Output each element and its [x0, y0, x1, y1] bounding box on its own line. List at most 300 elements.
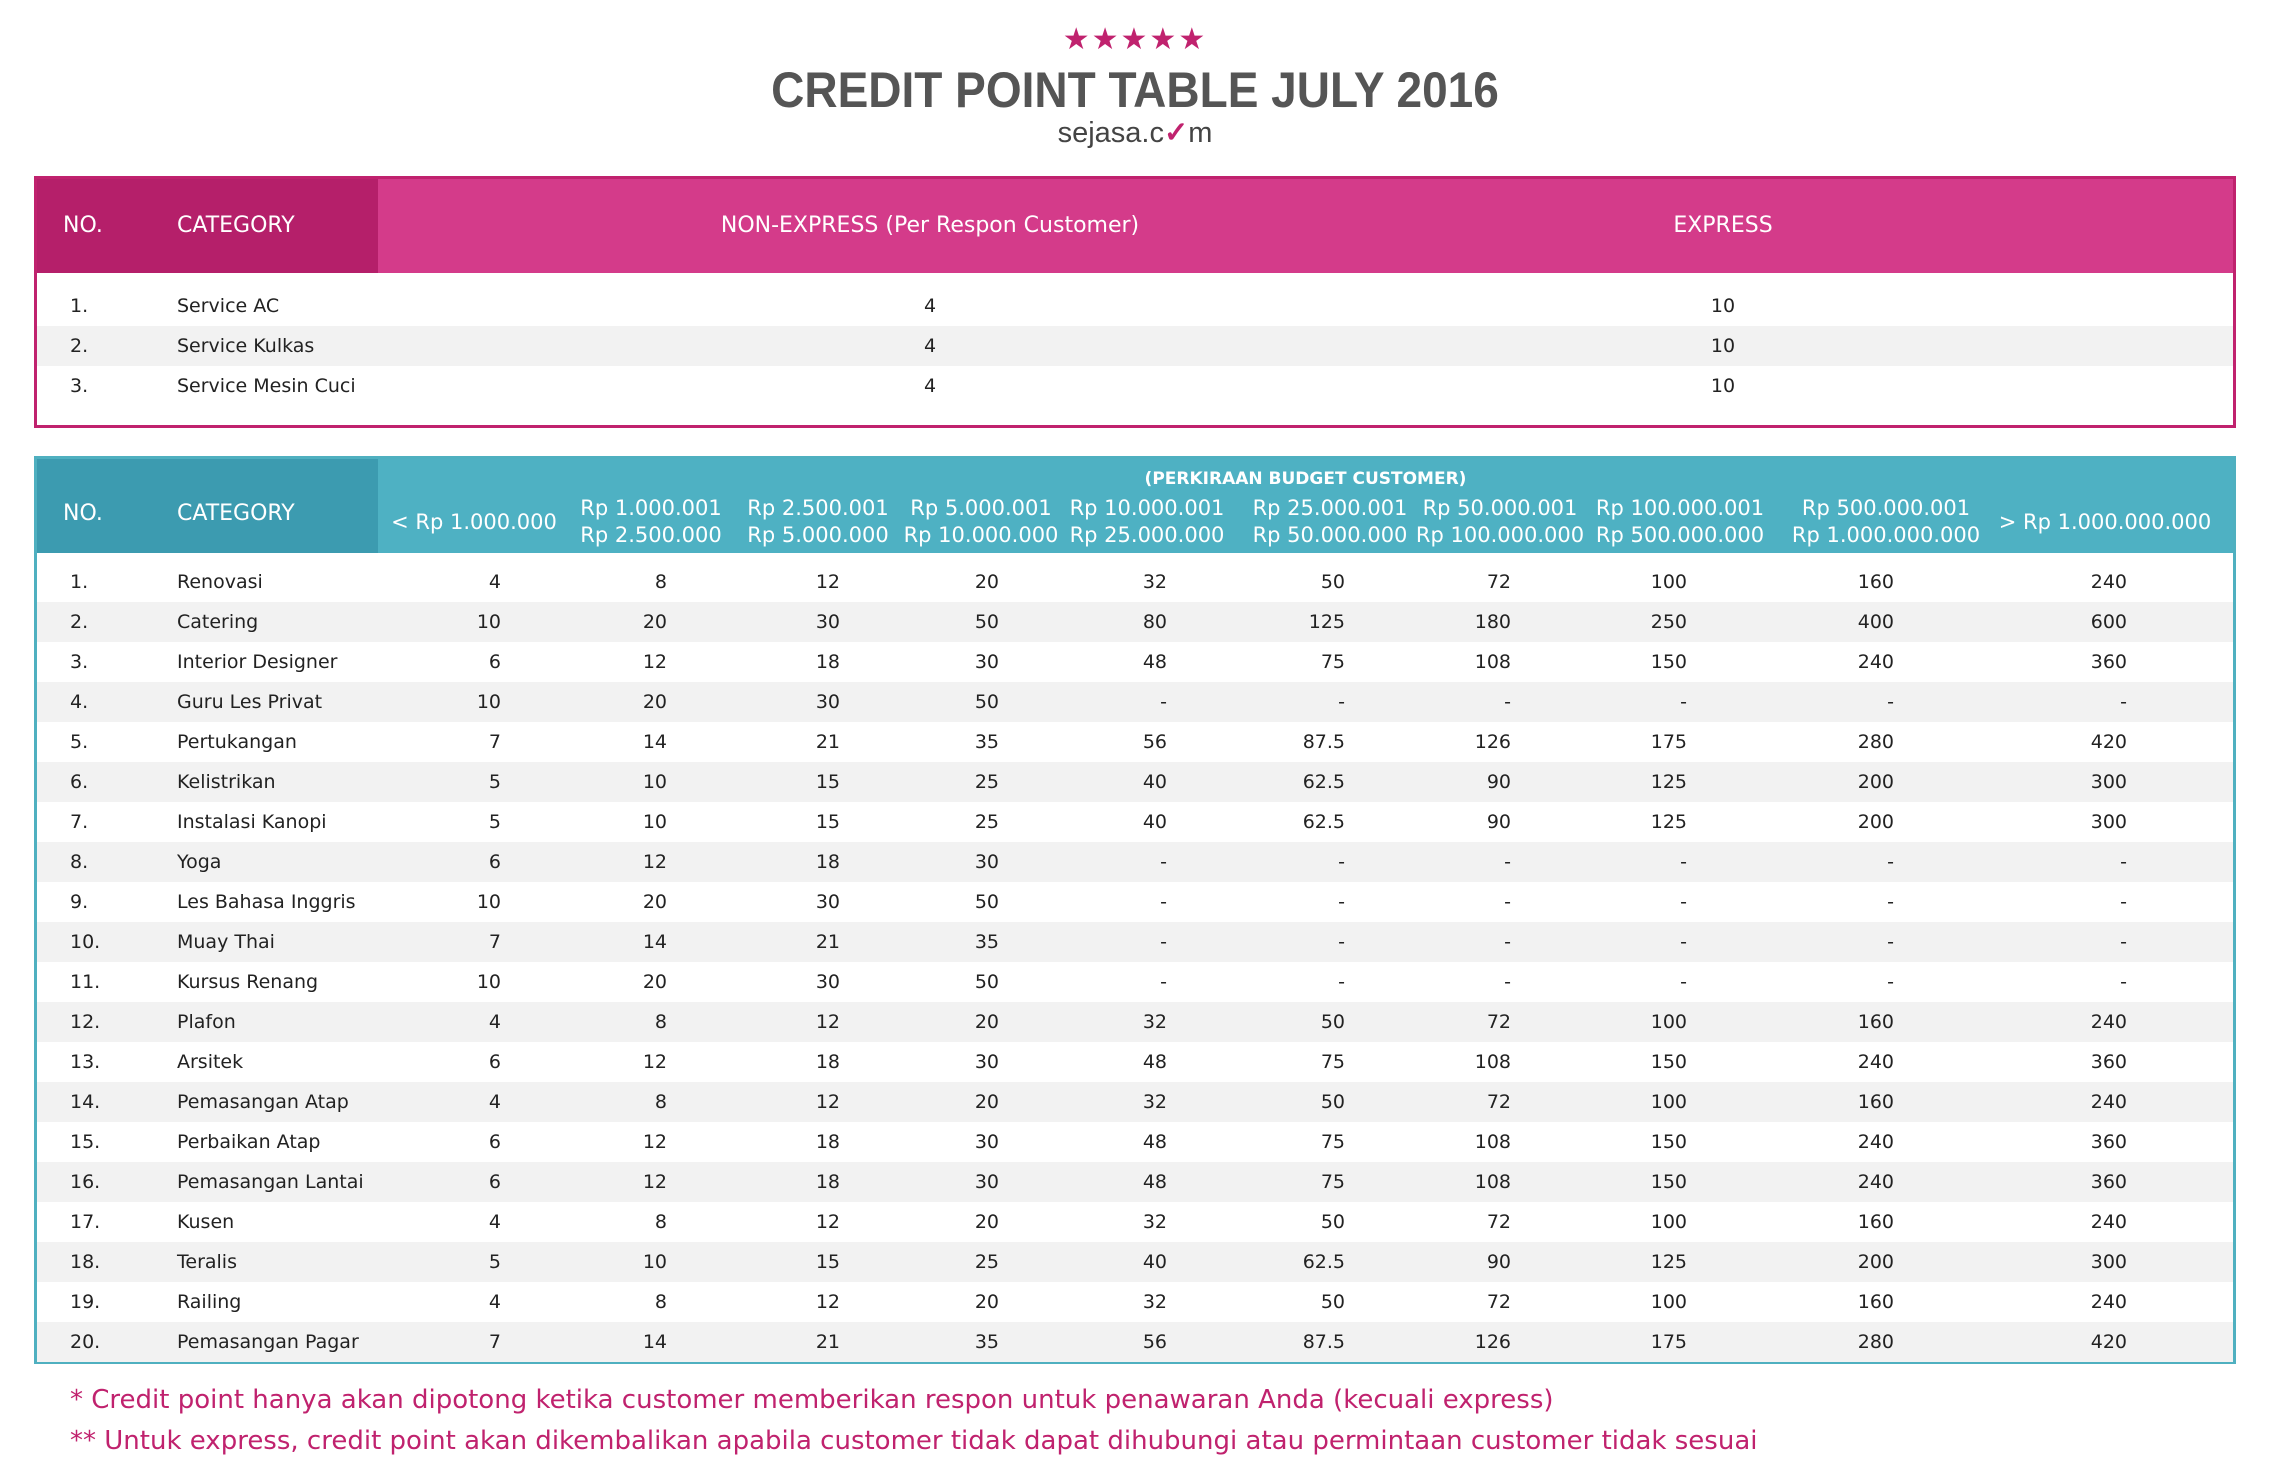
- range-to: Rp 50.000.000: [1252, 523, 1408, 547]
- credit-value: 20: [974, 1091, 999, 1113]
- credit-value: 250: [1650, 611, 1687, 633]
- range-from: < Rp 1.000.000: [391, 510, 557, 534]
- credit-value: 32: [1142, 1211, 1167, 1233]
- credit-value: -: [1504, 971, 1511, 993]
- credit-value: 80: [1142, 611, 1167, 633]
- budget-range-header: [1596, 495, 1764, 549]
- credit-value: 420: [2090, 1331, 2127, 1353]
- credit-value: 25: [974, 1251, 999, 1273]
- credit-value: -: [1680, 931, 1687, 953]
- row-number: 18.: [70, 1251, 101, 1273]
- credit-value: 400: [1857, 611, 1894, 633]
- row-number: 8.: [70, 851, 89, 873]
- credit-value: 240: [2090, 1291, 2127, 1313]
- budget-range-header: [1999, 509, 2212, 536]
- credit-value: 175: [1650, 1331, 1687, 1353]
- row-number: 16.: [70, 1171, 101, 1193]
- credit-value: 4: [488, 1091, 501, 1113]
- row-number: 1.: [70, 571, 89, 593]
- credit-value: -: [1160, 891, 1167, 913]
- credit-value: 32: [1142, 1091, 1167, 1113]
- row-number: 15.: [70, 1131, 101, 1153]
- credit-value: 280: [1857, 731, 1894, 753]
- row-category: Pemasangan Atap: [177, 1091, 349, 1113]
- row-number: 7.: [70, 811, 89, 833]
- table-row: [37, 602, 2233, 642]
- row-category: Kelistrikan: [177, 771, 276, 793]
- row-category: Pemasangan Pagar: [177, 1331, 359, 1353]
- credit-value: 240: [1857, 1131, 1894, 1153]
- row-category: Pemasangan Lantai: [177, 1171, 364, 1193]
- row-number: 11.: [70, 971, 101, 993]
- credit-value: -: [1887, 691, 1894, 713]
- credit-value: 25: [974, 811, 999, 833]
- footnote-1: * Credit point hanya akan dipotong ketika customer memberikan respon untuk penawaran Anda (kecuali express): [70, 1385, 1554, 1415]
- credit-value: -: [2120, 891, 2127, 913]
- credit-value: 4: [488, 1291, 501, 1313]
- row-number: 5.: [70, 731, 89, 753]
- credit-value: 48: [1142, 1171, 1167, 1193]
- credit-value: 21: [815, 931, 840, 953]
- credit-value: 62.5: [1302, 1251, 1345, 1273]
- budget-range-header: [747, 495, 888, 549]
- credit-value: 7: [488, 1331, 501, 1353]
- credit-value: 8: [654, 1291, 667, 1313]
- budget-range-header: [1792, 495, 1980, 549]
- credit-value: 360: [2090, 651, 2127, 673]
- credit-value: 200: [1857, 771, 1894, 793]
- credit-value: 87.5: [1302, 1331, 1345, 1353]
- credit-value: 30: [815, 611, 840, 633]
- table-row: [37, 1242, 2233, 1282]
- brand-text: sejasa.c: [1057, 117, 1164, 149]
- table-row: [37, 722, 2233, 762]
- table-row: [37, 682, 2233, 722]
- row-category: Muay Thai: [177, 931, 275, 953]
- row-number: 14.: [70, 1091, 101, 1113]
- credit-value: 30: [974, 851, 999, 873]
- credit-value: 420: [2090, 731, 2127, 753]
- credit-value: 30: [974, 651, 999, 673]
- credit-value: 12: [642, 1051, 667, 1073]
- row-number: 12.: [70, 1011, 101, 1033]
- row-category: Service Mesin Cuci: [177, 375, 356, 397]
- credit-value: 72: [1486, 1011, 1511, 1033]
- row-number: 2.: [70, 335, 89, 357]
- credit-value: -: [1160, 971, 1167, 993]
- table-row: [37, 762, 2233, 802]
- credit-value: -: [1338, 971, 1345, 993]
- credit-value: 240: [1857, 1051, 1894, 1073]
- row-number: 1.: [70, 295, 89, 317]
- credit-value: 150: [1650, 1051, 1687, 1073]
- credit-value: 6: [488, 651, 501, 673]
- budget-credit-table: [34, 456, 2236, 1364]
- credit-value: 62.5: [1302, 771, 1345, 793]
- table-row: [37, 562, 2233, 602]
- table-header: [37, 459, 2233, 553]
- credit-value: 10: [476, 691, 501, 713]
- credit-value: 10: [642, 811, 667, 833]
- budget-group-header: (PERKIRAAN BUDGET CUSTOMER): [1144, 469, 1467, 489]
- credit-value: 180: [1474, 611, 1511, 633]
- credit-value: 15: [815, 771, 840, 793]
- credit-value: 240: [2090, 1091, 2127, 1113]
- credit-value: 125: [1650, 771, 1687, 793]
- credit-value: -: [2120, 851, 2127, 873]
- credit-value: 125: [1650, 811, 1687, 833]
- credit-value: 100: [1650, 571, 1687, 593]
- budget-range-header: [1253, 495, 1408, 549]
- credit-value: 30: [974, 1131, 999, 1153]
- credit-value: 56: [1142, 731, 1167, 753]
- range-from: Rp 100.000.001: [1595, 496, 1765, 520]
- credit-value: 72: [1486, 1211, 1511, 1233]
- range-to: Rp 500.000.000: [1595, 523, 1765, 547]
- credit-value: 75: [1320, 1131, 1345, 1153]
- credit-value: 125: [1308, 611, 1345, 633]
- credit-value: 35: [974, 1331, 999, 1353]
- brand-text-end: m: [1188, 117, 1213, 149]
- credit-value: 8: [654, 571, 667, 593]
- credit-value: 12: [642, 1171, 667, 1193]
- credit-value: 40: [1142, 771, 1167, 793]
- credit-value: 8: [654, 1011, 667, 1033]
- table-row: [37, 1002, 2233, 1042]
- column-header-category: CATEGORY: [177, 501, 295, 526]
- credit-value: -: [2120, 931, 2127, 953]
- table-row: [37, 1122, 2233, 1162]
- credit-value: 12: [815, 1211, 840, 1233]
- budget-range-header: [904, 495, 1059, 549]
- credit-value: 87.5: [1302, 731, 1345, 753]
- credit-value: 90: [1486, 771, 1511, 793]
- credit-value: 72: [1486, 571, 1511, 593]
- credit-value: 75: [1320, 1171, 1345, 1193]
- credit-value: -: [1680, 851, 1687, 873]
- table-row: [37, 642, 2233, 682]
- rating-stars-icon: ★★★★★: [1062, 22, 1208, 57]
- credit-value: 126: [1474, 731, 1511, 753]
- row-number: 10.: [70, 931, 101, 953]
- row-category: Teralis: [177, 1251, 237, 1273]
- credit-value: 20: [642, 691, 667, 713]
- credit-value: 160: [1857, 571, 1894, 593]
- row-category: Service AC: [177, 295, 280, 317]
- credit-value: 48: [1142, 1131, 1167, 1153]
- table-row: [37, 1082, 2233, 1122]
- footnote-2: ** Untuk express, credit point akan dikembalikan apabila customer tidak dapat dihubungi atau permintaan customer tidak sesuai: [70, 1426, 1758, 1456]
- row-category: Kursus Renang: [177, 971, 319, 993]
- row-number: 9.: [70, 891, 89, 913]
- credit-value: 50: [974, 691, 999, 713]
- credit-value: 6: [488, 1171, 501, 1193]
- credit-value: 20: [974, 1011, 999, 1033]
- range-to: Rp 10.000.000: [903, 523, 1059, 547]
- credit-value: 20: [974, 1291, 999, 1313]
- row-category: Kusen: [177, 1211, 235, 1233]
- credit-value: 20: [642, 611, 667, 633]
- credit-value: 100: [1650, 1291, 1687, 1313]
- row-category: Arsitek: [177, 1051, 244, 1073]
- credit-value: 126: [1474, 1331, 1511, 1353]
- credit-value: 160: [1857, 1291, 1894, 1313]
- credit-value: 32: [1142, 1291, 1167, 1313]
- credit-value: 108: [1474, 651, 1511, 673]
- credit-value: 56: [1142, 1331, 1167, 1353]
- credit-value: 50: [1320, 571, 1345, 593]
- credit-value: 15: [815, 811, 840, 833]
- credit-value: 30: [815, 891, 840, 913]
- credit-value: 18: [815, 851, 840, 873]
- credit-value: 240: [2090, 1011, 2127, 1033]
- credit-value: 50: [1320, 1291, 1345, 1313]
- credit-value: 150: [1650, 1131, 1687, 1153]
- credit-value: 175: [1650, 731, 1687, 753]
- credit-value: 5: [488, 811, 501, 833]
- express-value: 10: [1710, 335, 1736, 357]
- credit-value: 20: [642, 891, 667, 913]
- credit-value: 30: [974, 1051, 999, 1073]
- credit-value: 7: [488, 931, 501, 953]
- credit-value: -: [1160, 851, 1167, 873]
- credit-value: 12: [815, 1291, 840, 1313]
- credit-value: 7: [488, 731, 501, 753]
- credit-value: 160: [1857, 1211, 1894, 1233]
- budget-range-header: [391, 509, 557, 536]
- credit-value: 360: [2090, 1171, 2127, 1193]
- credit-value: -: [1887, 851, 1894, 873]
- credit-value: 8: [654, 1091, 667, 1113]
- credit-value: 240: [2090, 1211, 2127, 1233]
- credit-value: 90: [1486, 1251, 1511, 1273]
- credit-value: 360: [2090, 1051, 2127, 1073]
- credit-value: 108: [1474, 1131, 1511, 1153]
- row-category: Perbaikan Atap: [177, 1131, 321, 1153]
- credit-value: 600: [2090, 611, 2127, 633]
- credit-value: 12: [815, 1091, 840, 1113]
- table-row: [37, 842, 2233, 882]
- row-number: 4.: [70, 691, 89, 713]
- credit-value: 6: [488, 1051, 501, 1073]
- row-category: Guru Les Privat: [177, 691, 323, 713]
- credit-value: -: [1887, 971, 1894, 993]
- range-from: Rp 5.000.001: [910, 496, 1052, 520]
- credit-value: 75: [1320, 651, 1345, 673]
- credit-value: 14: [642, 731, 667, 753]
- credit-value: 14: [642, 1331, 667, 1353]
- credit-value: -: [1504, 931, 1511, 953]
- credit-value: 6: [488, 851, 501, 873]
- credit-value: 150: [1650, 651, 1687, 673]
- table-row: [37, 962, 2233, 1002]
- credit-value: 6: [488, 1131, 501, 1153]
- credit-value: 30: [815, 971, 840, 993]
- non-express-value: 4: [923, 335, 937, 357]
- range-from: > Rp 1.000.000.000: [1998, 510, 2212, 534]
- range-to: Rp 1.000.000.000: [1791, 523, 1981, 547]
- credit-value: -: [1680, 971, 1687, 993]
- row-number: 17.: [70, 1211, 101, 1233]
- credit-value: 240: [1857, 651, 1894, 673]
- row-category: Plafon: [177, 1011, 236, 1033]
- table-row: [37, 1042, 2233, 1082]
- table-header: [37, 179, 2233, 273]
- table-row: [37, 1162, 2233, 1202]
- row-number: 19.: [70, 1291, 101, 1313]
- credit-value: 300: [2090, 771, 2127, 793]
- service-credit-table: [34, 176, 2236, 428]
- credit-value: 12: [815, 571, 840, 593]
- credit-value: -: [1338, 851, 1345, 873]
- budget-range-header: [1416, 495, 1584, 549]
- non-express-value: 4: [923, 375, 937, 397]
- credit-value: 108: [1474, 1171, 1511, 1193]
- credit-value: 5: [488, 1251, 501, 1273]
- credit-value: 25: [974, 771, 999, 793]
- credit-value: 100: [1650, 1211, 1687, 1233]
- credit-value: 10: [476, 891, 501, 913]
- row-number: 6.: [70, 771, 89, 793]
- credit-value: 10: [642, 1251, 667, 1273]
- credit-value: 20: [974, 571, 999, 593]
- credit-value: 160: [1857, 1091, 1894, 1113]
- credit-value: 62.5: [1302, 811, 1345, 833]
- credit-value: 5: [488, 771, 501, 793]
- credit-value: -: [1887, 891, 1894, 913]
- table-row: [37, 922, 2233, 962]
- credit-value: 240: [2090, 571, 2127, 593]
- credit-value: 200: [1857, 1251, 1894, 1273]
- table-row: [37, 326, 2233, 366]
- row-category: Pertukangan: [177, 731, 297, 753]
- credit-value: 4: [488, 1011, 501, 1033]
- credit-value: 18: [815, 1171, 840, 1193]
- credit-value: -: [1680, 691, 1687, 713]
- credit-value: 21: [815, 1331, 840, 1353]
- credit-value: -: [1338, 891, 1345, 913]
- credit-value: 72: [1486, 1291, 1511, 1313]
- credit-value: 300: [2090, 811, 2127, 833]
- credit-value: 10: [476, 611, 501, 633]
- credit-value: 4: [488, 571, 501, 593]
- budget-range-header: [1070, 495, 1225, 549]
- budget-range-header: [580, 495, 721, 549]
- row-category: Instalasi Kanopi: [177, 811, 327, 833]
- credit-value: -: [1680, 891, 1687, 913]
- range-from: Rp 10.000.001: [1069, 496, 1225, 520]
- credit-value: 40: [1142, 1251, 1167, 1273]
- credit-value: 90: [1486, 811, 1511, 833]
- range-from: Rp 25.000.001: [1252, 496, 1408, 520]
- column-header-no: NO.: [63, 501, 103, 526]
- credit-value: 18: [815, 1051, 840, 1073]
- credit-value: 50: [1320, 1011, 1345, 1033]
- row-number: 20.: [70, 1331, 101, 1353]
- credit-value: 360: [2090, 1131, 2127, 1153]
- credit-value: 12: [642, 1131, 667, 1153]
- credit-value: 50: [974, 891, 999, 913]
- credit-value: 200: [1857, 811, 1894, 833]
- credit-value: -: [1504, 691, 1511, 713]
- credit-value: 10: [476, 971, 501, 993]
- credit-value: 10: [642, 771, 667, 793]
- express-value: 10: [1710, 295, 1736, 317]
- row-number: 13.: [70, 1051, 101, 1073]
- credit-value: 12: [642, 851, 667, 873]
- row-category: Interior Designer: [177, 651, 338, 673]
- row-category: Yoga: [177, 851, 222, 873]
- credit-value: 100: [1650, 1091, 1687, 1113]
- credit-value: 32: [1142, 1011, 1167, 1033]
- row-category: Catering: [177, 611, 259, 633]
- credit-value: 20: [642, 971, 667, 993]
- row-category: Railing: [177, 1291, 242, 1313]
- credit-value: -: [1160, 691, 1167, 713]
- credit-value: 160: [1857, 1011, 1894, 1033]
- credit-value: -: [1504, 891, 1511, 913]
- range-to: Rp 100.000.000: [1415, 523, 1585, 547]
- table-row: [37, 802, 2233, 842]
- credit-value: 14: [642, 931, 667, 953]
- credit-value: -: [1160, 931, 1167, 953]
- credit-value: -: [1504, 851, 1511, 873]
- row-number: 2.: [70, 611, 89, 633]
- credit-value: 50: [1320, 1211, 1345, 1233]
- column-header-no: NO.: [63, 213, 103, 238]
- check-icon: ✓: [1163, 117, 1189, 149]
- table-row: [37, 1282, 2233, 1322]
- credit-value: 300: [2090, 1251, 2127, 1273]
- credit-value: 100: [1650, 1011, 1687, 1033]
- range-from: Rp 1.000.001: [580, 496, 722, 520]
- credit-value: 18: [815, 1131, 840, 1153]
- credit-value: 32: [1142, 571, 1167, 593]
- credit-value: 125: [1650, 1251, 1687, 1273]
- column-header-express: EXPRESS: [1673, 213, 1773, 238]
- credit-value: 50: [1320, 1091, 1345, 1113]
- credit-value: -: [1338, 691, 1345, 713]
- credit-value: 75: [1320, 1051, 1345, 1073]
- credit-value: 48: [1142, 651, 1167, 673]
- credit-value: 30: [974, 1171, 999, 1193]
- table-row: [37, 366, 2233, 406]
- credit-value: -: [2120, 971, 2127, 993]
- credit-value: 12: [642, 651, 667, 673]
- range-from: Rp 50.000.001: [1422, 496, 1578, 520]
- column-header-non-express: NON-EXPRESS (Per Respon Customer): [720, 213, 1140, 238]
- row-category: Service Kulkas: [177, 335, 315, 357]
- credit-value: 21: [815, 731, 840, 753]
- credit-value: 4: [488, 1211, 501, 1233]
- credit-value: 35: [974, 731, 999, 753]
- range-to: Rp 5.000.000: [747, 523, 889, 547]
- credit-value: 20: [974, 1211, 999, 1233]
- credit-value: 18: [815, 651, 840, 673]
- range-to: Rp 25.000.000: [1069, 523, 1225, 547]
- credit-value: -: [2120, 691, 2127, 713]
- credit-value: 150: [1650, 1171, 1687, 1193]
- credit-value: 35: [974, 931, 999, 953]
- column-header-category: CATEGORY: [177, 213, 295, 238]
- brand-logo: [0, 116, 2270, 150]
- range-from: Rp 2.500.001: [747, 496, 889, 520]
- credit-value: 280: [1857, 1331, 1894, 1353]
- express-value: 10: [1710, 375, 1736, 397]
- row-number: 3.: [70, 651, 89, 673]
- credit-value: 15: [815, 1251, 840, 1273]
- credit-value: 12: [815, 1011, 840, 1033]
